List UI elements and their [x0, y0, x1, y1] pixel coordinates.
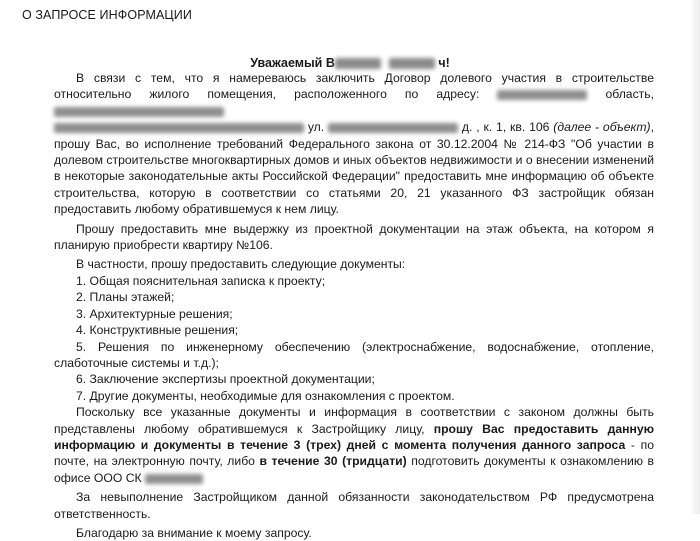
- redacted-company: [145, 474, 203, 484]
- list-item: 3. Архитектурные решения;: [76, 306, 233, 321]
- list-item: 2. Планы этажей;: [76, 290, 175, 305]
- list-item: 7. Другие документы, необходимые для ознакомления с проектом.: [76, 388, 455, 403]
- paragraph-extract-request: Прошу предоставить мне выдержку из проектной документации на этаж объекта, на котором я планирую приобрести квартиру №106.: [54, 221, 654, 253]
- para4-text-a: Поскольку все указанные документы и информация в соответствии с законом должны быть представлены любому обратившемуся к Застройщику лицу,: [54, 405, 654, 436]
- paragraph-liability: За невыполнение Застройщиком данной обязанности законодательством РФ предусмотрена ответственность.: [54, 490, 654, 521]
- list-item: 5. Решения по инженерному обеспечению (электроснабжение, водоснабжение, отопление, слаботочные системы и т.д.);: [54, 339, 654, 370]
- paragraph-documents-intro: В частности, прошу предоставить следующие документы:: [76, 257, 406, 272]
- para1-text-f: , прошу Вас, во исполнение требований Федерального закона от 30.12.2004 № 214-ФЗ "Об участии в долевом строительстве многоквартирных домов и иных объектов недвижимости и о внесении изменений в некоторые законодательные акты Российской Федерации" предоставить мне информацию об объекте строительства, которую в соответствии со статьями 20, 21 указанного ФЗ застройщик обязан предоставить любому обратившемуся к нем лицу.: [54, 120, 654, 217]
- redacted-address-line: [54, 123, 304, 133]
- page-edge-shadow: [690, 0, 700, 514]
- redacted-name: [335, 58, 381, 69]
- greeting-start: Уважаемый В: [250, 56, 335, 70]
- documents-list: [54, 273, 654, 404]
- para1-italic: (далее - объект): [553, 120, 651, 135]
- para4-bold-thirty: в течение 30 (тридцати): [259, 454, 407, 469]
- para4-bold-deadline: прошу Вас предоставить данную информацию и документы в течение 3 (трех) дней с момента получения данного запроса: [54, 421, 655, 452]
- paragraph-intent: [54, 70, 654, 218]
- para4-text-c: подготовить документы к ознакомлению в офисе ООО СК: [54, 454, 655, 485]
- redacted-address-street: [328, 123, 458, 133]
- para4-text-b: - по почте, на электронную почту, либо: [54, 437, 654, 469]
- paragraph-thanks: Благодарю за внимание к моему запросу.: [76, 525, 312, 540]
- list-item: 1. Общая пояснительная записка к проекту;: [76, 273, 326, 288]
- list-item: 6. Заключение экспертизы проектной документации;: [76, 372, 375, 387]
- para1-text-b: область,: [587, 87, 654, 102]
- redacted-patronymic: [389, 58, 435, 69]
- para1-text-c: ул.: [304, 120, 329, 135]
- letter-body: [54, 70, 654, 541]
- paragraph-deadline: [54, 404, 654, 486]
- greeting-end: ч!: [438, 56, 450, 70]
- redacted-address-city: [54, 107, 224, 117]
- para1-text-e: , к. 1, кв. 106: [476, 120, 554, 135]
- para1-text-a: В связи с тем, что я намереваюсь заключить Договор долевого участия в строительстве относительно жилого помещения, расположенного по адресу:: [54, 71, 654, 102]
- list-item: 4. Конструктивные решения;: [76, 323, 239, 338]
- para1-text-d: д.: [458, 120, 477, 135]
- redacted-address-region: [497, 90, 587, 100]
- document-subject: О ЗАПРОСЕ ИНФОРМАЦИИ: [22, 8, 192, 22]
- greeting: [0, 56, 700, 70]
